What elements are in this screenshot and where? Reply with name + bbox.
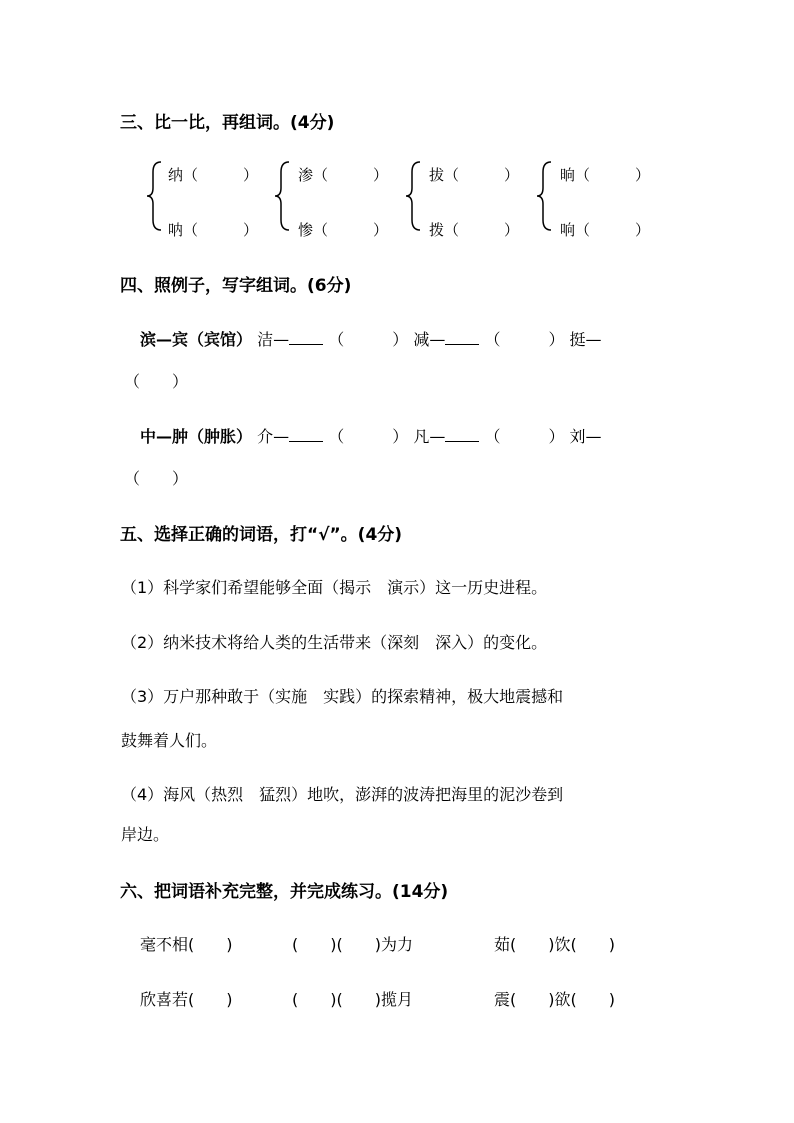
pair3-bottom: 拨（ ） — [429, 221, 520, 239]
pair2-bottom: 惨（ ） — [298, 221, 389, 239]
pair2-top: 渗（ ） — [298, 166, 389, 184]
brace-1 — [145, 160, 163, 232]
section6-title: 六、把词语补充完整，并完成练习。(14分) — [120, 882, 449, 902]
brace-4 — [535, 160, 553, 232]
section4-row1 — [140, 327, 602, 350]
pair1-top: 纳（ ） — [168, 166, 259, 184]
row1-item1: 洁— — [257, 330, 290, 349]
row2-paren2[interactable]: （ ） — [484, 427, 565, 446]
pair1-bottom: 呐（ ） — [168, 221, 259, 239]
row2-item3: 刘— — [569, 427, 602, 446]
row1-paren1[interactable]: （ ） — [328, 330, 409, 349]
section3-title: 三、比一比，再组词。(4分) — [120, 113, 335, 133]
pair3-top: 拔（ ） — [429, 166, 520, 184]
row2-paren1[interactable]: （ ） — [328, 427, 409, 446]
s6-r2-c1[interactable]: 欣喜若( ) — [140, 990, 233, 1009]
s5-item4: （4）海风（热烈 猛烈）地吹，澎湃的波涛把海里的泥沙卷到 — [121, 785, 564, 804]
row1-item3: 挺— — [569, 330, 602, 349]
section4-title: 四、照例子，写字组词。(6分) — [120, 276, 352, 296]
s6-r2-c2[interactable]: ( )( )揽月 — [292, 990, 413, 1009]
brace-2 — [273, 160, 291, 232]
brace-3 — [404, 160, 422, 232]
s5-item2: （2）纳米技术将给人类的生活带来（深刻 深入）的变化。 — [121, 633, 548, 652]
row1-wrap[interactable]: （ ） — [124, 372, 189, 391]
section4-row2 — [140, 424, 602, 447]
row2-item1: 介— — [257, 427, 290, 446]
s5-item3-cont: 鼓舞着人们。 — [121, 731, 218, 750]
s6-r1-c1[interactable]: 毫不相( ) — [140, 935, 233, 954]
s5-item1: （1）科学家们希望能够全面（揭示 演示）这一历史进程。 — [121, 578, 548, 597]
row1-item2: 减— — [413, 330, 446, 349]
row2-wrap[interactable]: （ ） — [124, 469, 189, 488]
row1-blank1[interactable] — [289, 330, 323, 345]
s6-r1-c2[interactable]: ( )( )为力 — [292, 935, 413, 954]
s5-item3: （3）万户那种敢于（实施 实践）的探索精神，极大地震撼和 — [121, 687, 564, 706]
s6-r2-c3[interactable]: 震( )欲( ) — [494, 990, 615, 1009]
row2-item2: 凡— — [413, 427, 446, 446]
section5-title: 五、选择正确的词语，打“√”。(4分) — [120, 525, 403, 545]
row1-blank2[interactable] — [445, 330, 479, 345]
pair4-bottom: 响（ ） — [560, 221, 651, 239]
row1-paren2[interactable]: （ ） — [484, 330, 565, 349]
row2-blank2[interactable] — [445, 427, 479, 442]
row2-blank1[interactable] — [289, 427, 323, 442]
example-2: 中—肿（肿胀） — [140, 427, 253, 446]
s6-r1-c3[interactable]: 茹( )饮( ) — [494, 935, 615, 954]
example-1: 滨—宾（宾馆） — [140, 330, 253, 349]
pair4-top: 晌（ ） — [560, 166, 651, 184]
s5-item4-cont: 岸边。 — [121, 825, 170, 844]
